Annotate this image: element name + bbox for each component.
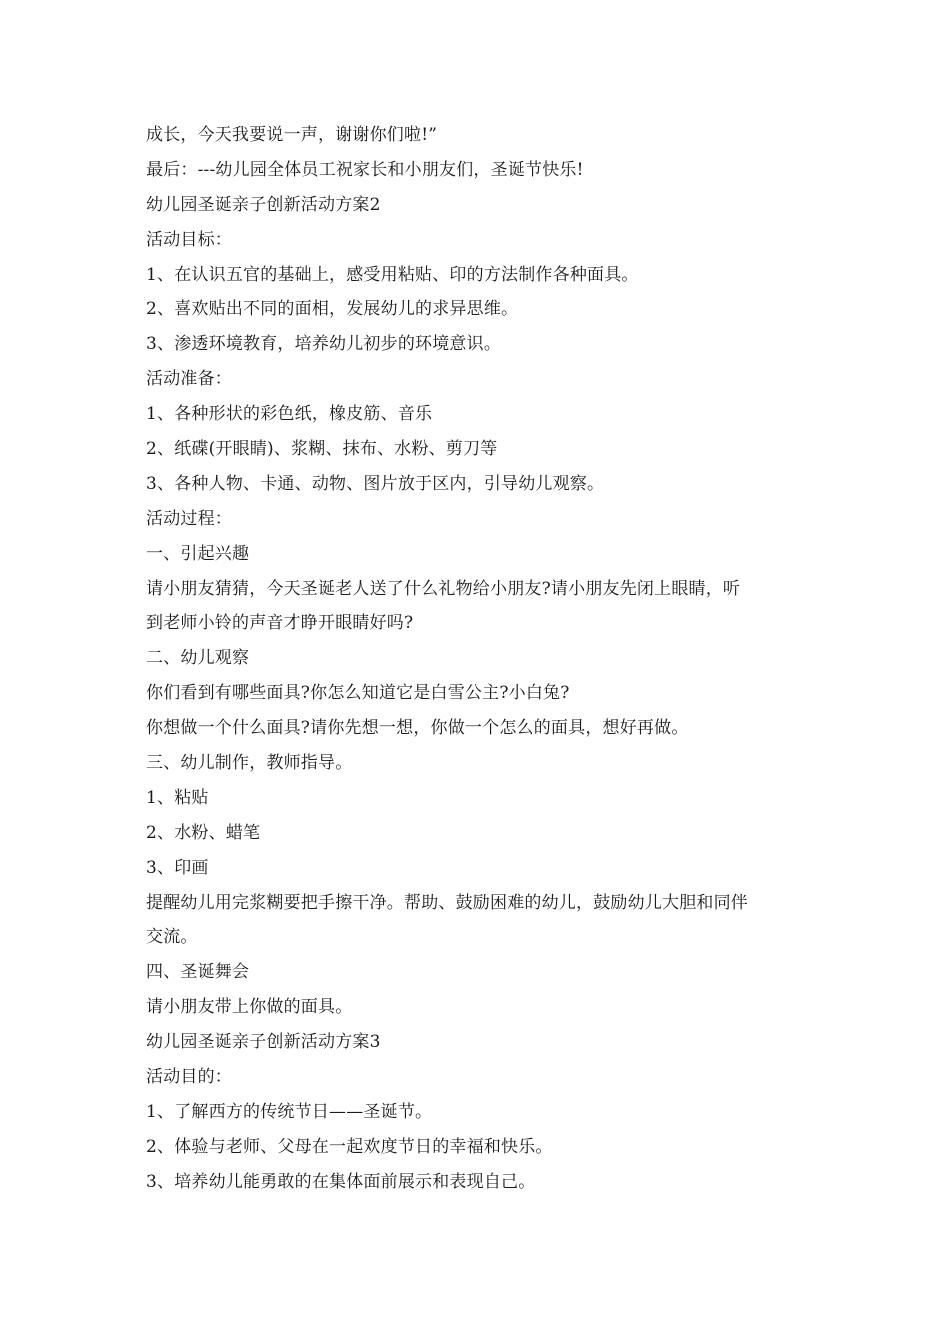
list-item: 2、纸碟(开眼睛)、浆糊、抹布、水粉、剪刀等	[146, 439, 498, 460]
step-heading: 四、圣诞舞会	[146, 962, 250, 983]
list-item: 1、了解西方的传统节日——圣诞节。	[146, 1101, 433, 1122]
list-item: 1、各种形状的彩色纸，橡皮筋、音乐	[146, 404, 433, 425]
section-heading: 幼儿园圣诞亲子创新活动方案3	[146, 1032, 381, 1053]
list-item: 3、各种人物、卡通、动物、图片放于区内，引导幼儿观察。	[146, 473, 605, 494]
text-line: 最后：---幼儿园全体员工祝家长和小朋友们，圣诞节快乐!	[146, 159, 584, 180]
list-item: 2、体验与老师、父母在一起欢度节日的幸福和快乐。	[146, 1136, 553, 1157]
list-item: 3、渗透环境教育，培养幼儿初步的环境意识。	[146, 334, 502, 355]
step-heading: 二、幼儿观察	[146, 648, 250, 669]
list-item: 2、水粉、蜡笔	[146, 822, 261, 843]
step-heading: 三、幼儿制作，教师指导。	[146, 753, 353, 774]
text-line: 交流。	[146, 927, 198, 948]
list-item: 1、粘贴	[146, 787, 209, 808]
step-heading: 一、引起兴趣	[146, 543, 250, 564]
text-line: 请小朋友猜猜，今天圣诞老人送了什么礼物给小朋友?请小朋友先闭上眼睛，听	[146, 578, 741, 599]
text-line: 你想做一个什么面具?请你先想一想，你做一个怎么的面具，想好再做。	[146, 718, 689, 739]
text-line: 提醒幼儿用完浆糊要把手擦干净。帮助、鼓励困难的幼儿，鼓励幼儿大胆和同伴	[146, 892, 748, 913]
subheading: 活动准备：	[146, 369, 232, 390]
section-heading: 幼儿园圣诞亲子创新活动方案2	[146, 194, 381, 215]
list-item: 3、培养幼儿能勇敢的在集体面前展示和表现自己。	[146, 1171, 536, 1192]
text-line: 请小朋友带上你做的面具。	[146, 997, 353, 1018]
text-line: 到老师小铃的声音才睁开眼睛好吗?	[146, 613, 414, 634]
subheading: 活动过程：	[146, 508, 232, 529]
subheading: 活动目标：	[146, 229, 232, 250]
document-body	[146, 118, 814, 1200]
text-line: 你们看到有哪些面具?你怎么知道它是白雪公主?小白兔?	[146, 683, 570, 704]
list-item: 3、印画	[146, 857, 209, 878]
list-item: 2、喜欢贴出不同的面相，发展幼儿的求异思维。	[146, 299, 519, 320]
list-item: 1、在认识五官的基础上，感受用粘贴、印的方法制作各种面具。	[146, 264, 639, 285]
subheading: 活动目的：	[146, 1067, 232, 1088]
text-line: 成长，今天我要说一声，谢谢你们啦!”	[146, 125, 438, 145]
